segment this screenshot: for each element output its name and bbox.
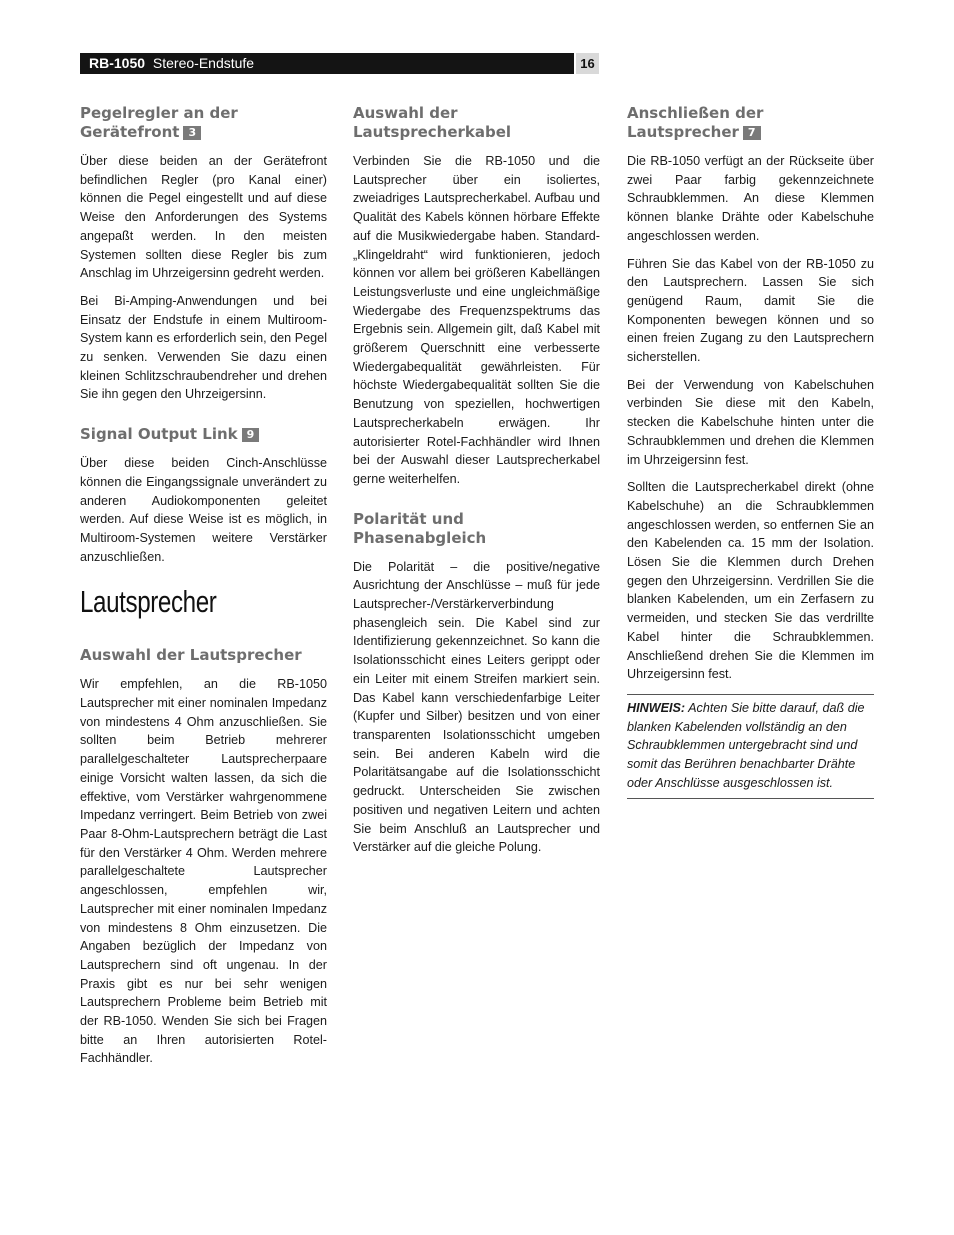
paragraph: Die Polarität – die positive/negative Ausrichtung der Anschlüsse – muß für jede Lautsprecher-/Verstärkerverbindung phasengleich sein. Die Kabel sind zur Identifizierung gekennzeichnet. So kann die Isolationsschicht eines Leiters gerippt oder ein Leiter mit einem Streifen markiert sein. Das Kabel kann verschiedenfarbige Leiter (Kupfer und Silber) besitzen und von einer transparenten Isolationsschicht umgeben sein. Bei anderen Kabeln wird die Polaritätsangabe auf die Isolationsschicht gedruckt. Unterscheiden Sie zwischen positiven und negativen Leitern und achten Sie beim Anschluß an Lautsprecher und Verstärker auf die gleiche Polung.	[353, 559, 600, 855]
paragraph: Bei Bi-Amping-Anwendungen und bei Einsatz der Endstufe in einem Multiroom-System kann es erforderlich sein, den Pegel zu senken. Verwenden Sie dazu einen kleinen Schlitzschraubendreher und drehen Sie ihn gegen den Uhrzeigersinn.	[80, 293, 327, 402]
note-paragraph	[627, 699, 874, 793]
paragraph: Führen Sie das Kabel von der RB-1050 zu den Lautsprechern. Lassen Sie sich genügend Raum, damit Sie die Komponenten bewegen können und so einen freien Zugang zu den Lautsprechern sicherstellen.	[627, 256, 874, 365]
note-label: HINWEIS:	[627, 700, 686, 715]
figure-ref-tag: 3	[183, 126, 201, 140]
paragraph: Über diese beiden an der Gerätefront befindlichen Regler (pro Kanal einer) können die Pegel eingestellt und auf diese Weise den Anforderungen des Systems angepaßt werden. In den meisten Systemen sollten diese Regler bis zum Anschlag im Uhrzeigersinn gedreht werden.	[80, 154, 327, 281]
page-header-bar	[80, 53, 574, 74]
heading-text: Anschließen der Lautsprecher	[627, 104, 764, 141]
heading-level-controls	[80, 104, 327, 142]
paragraph: Über diese beiden Cinch-Anschlüsse können die Eingangssignale unverändert zu anderen Audiokomponenten geleitet werden. Auf diese Weise ist es möglich, in Multiroom-Systemen weitere Verstärker anzuschließen.	[80, 456, 327, 564]
paragraph: Bei der Verwendung von Kabelschuhen verbinden Sie diese mit den Kabeln, stecken die Kabelschuhe hinten unter die Schraubklemmen und drehen die Klemmen im Uhrzeigersinn fest.	[627, 377, 874, 467]
column-right	[627, 104, 874, 799]
paragraph: Sollten die Lautsprecherkabel direkt (ohne Kabelschuhe) an die Schraubklemmen angeschlossen werden, so entfernen Sie an den Kabelenden ca. 15 mm der Isolation. Lösen Sie die Klemmen durch Drehen gegen den Uhrzeigersinn. Verdrillen Sie die blanken Kabelenden, um ein Zerfasern zu vermeiden, und stecken Sie das verdrillte Kabel hinter die Schraubklemmen. Anschließend drehen Sie die Klemmen im Uhrzeigersinn fest.	[627, 480, 874, 682]
note-box	[627, 694, 874, 799]
header-subtitle: Stereo-Endstufe	[152, 55, 255, 71]
note-text: Achten Sie bitte darauf, daß die blanken Kabelenden vollständig an den Schraubklemmen untergebracht sind und somit das Berühren benachbarter Drähte oder Anschlüsse ausgeschlossen ist.	[627, 700, 865, 790]
heading-speaker-cable: Auswahl der Lautsprecherkabel	[353, 104, 512, 141]
page-number: 16	[576, 53, 599, 74]
section-title: Lautsprecher	[80, 584, 217, 620]
heading-connecting-speakers	[627, 104, 874, 142]
figure-ref-tag: 7	[743, 126, 761, 140]
heading-text: Signal Output Link	[80, 425, 238, 444]
column-middle	[353, 104, 600, 866]
heading-text: Pegelregler an der Gerätefront	[80, 104, 238, 141]
heading-signal-output	[80, 425, 327, 444]
paragraph: Wir empfehlen, an die RB-1050 Lautsprecher mit einer nominalen Impedanz von mindestens 4 Ohm anzuschließen. Sie sollten beim Betrieb mehrerer parallelgeschalteter Lautsprecherpaare einige Vorsicht walten lassen, da sich die effektive, vom Verstärker wahrgenommene Impedanz verringert. Beim Betrieb von zwei Paar 8-Ohm-Lautsprechern beträgt die Last für den Verstärker 4 Ohm. Werden mehrere parallelgeschaltete Lautsprecher angeschlossen, empfehlen wir, Lautsprecher mit einer nominalen Impedanz von mindestens 8 Ohm einzusetzen. Die Angaben bezüglich der Impedanz von Lautsprechern sind oft ungenau. In der Praxis gibt es nur bei sehr wenigen Lautsprechern Probleme beim Betrieb mit der RB-1050. Wenden Sie sich bei Fragen bitte an Ihren autorisierten Rotel-Fachhändler.	[80, 677, 327, 1066]
paragraph: Verbinden Sie die RB-1050 und die Lautsprecher über ein isoliertes, zweiadriges Lautsprecherkabel. Aufbau und Qualität des Kabels können hörbare Effekte auf die Musikwiedergabe haben. Standard-„Klingeldraht“ wird funktionieren, jedoch können vor allem bei größeren Kabellängen Leistungsverluste und eine ungleichmäßige Wiedergabe des Frequenzspektrums das Ergebnis sein. Allgemein gilt, daß Kabel mit größerem Querschnitt eine verbesserte Wiedergabequalität gewährleisten. Für höchste Wiedergabequalität sollten Sie die Benutzung von speziellen, hochwertigen Lautsprecherkabeln erwägen. Ihr autorisierter Rotel-Fachhändler wird Ihnen bei der Auswahl dieser Lautsprecherkabel gerne weiterhelfen.	[353, 154, 600, 486]
heading-speaker-selection: Auswahl der Lautsprecher	[80, 646, 302, 665]
heading-polarity: Polarität und Phasenabgleich	[353, 509, 487, 547]
model-name: RB-1050	[89, 55, 146, 71]
figure-ref-tag: 9	[242, 428, 260, 442]
paragraph: Die RB-1050 verfügt an der Rückseite über zwei Paar farbig gekennzeichnete Schraubklemmen. An diese Klemmen können blanke Drähte oder Kabelschuhe angeschlossen werden.	[627, 154, 874, 243]
column-left	[80, 104, 327, 1077]
